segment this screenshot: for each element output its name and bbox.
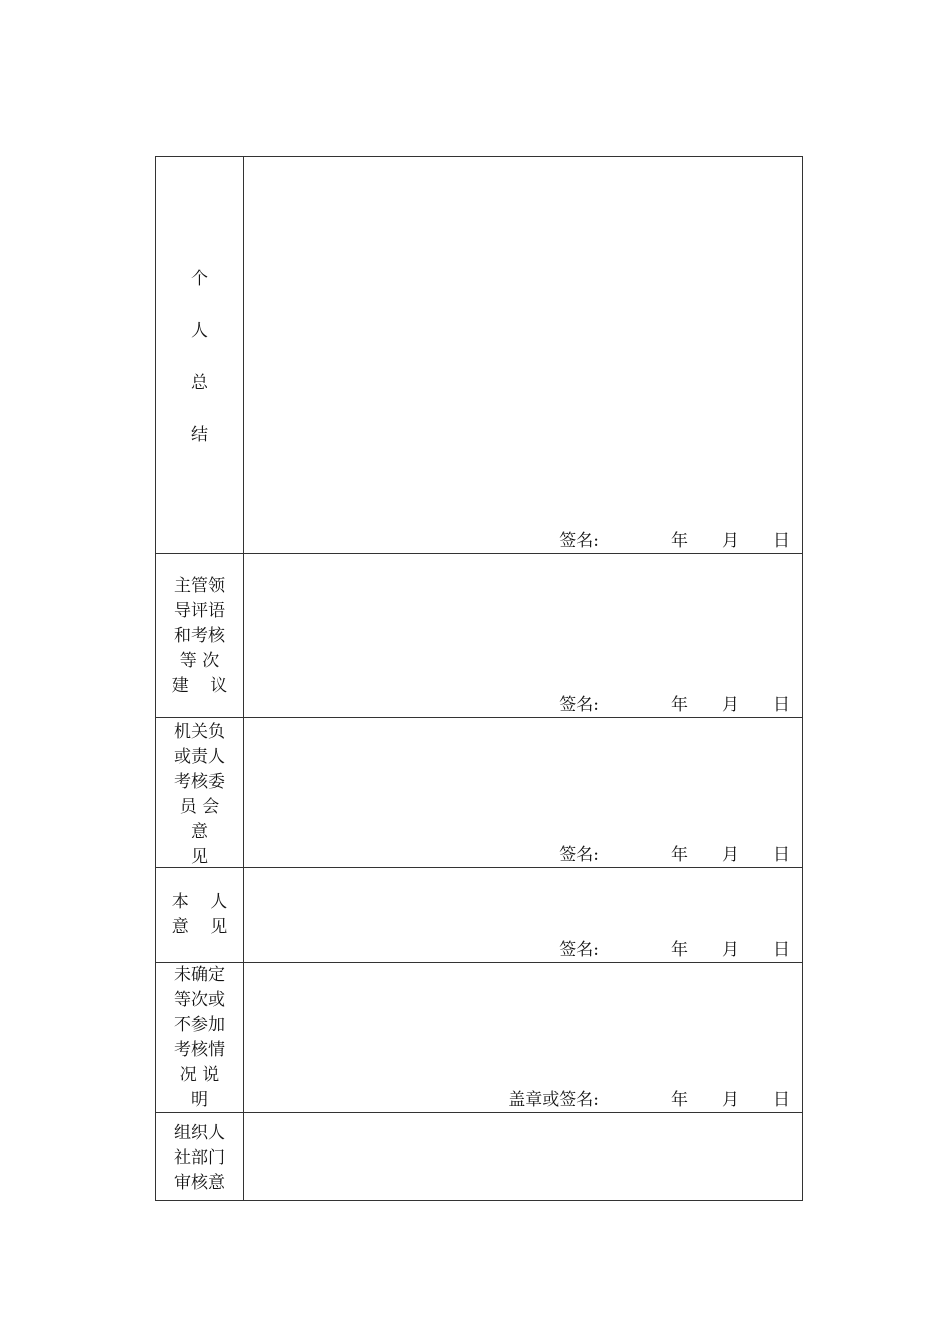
date-day: 日 — [773, 940, 790, 960]
date-month: 月 — [722, 1090, 739, 1110]
label-line: 员 会 — [179, 797, 220, 817]
content-agency-head-opinion[interactable] — [244, 718, 802, 867]
signature-date-line — [559, 935, 790, 960]
content-supervisor-comment[interactable] — [244, 554, 802, 717]
date-month: 月 — [722, 940, 739, 960]
label-line: 或责人 — [174, 747, 225, 767]
row-hr-review — [156, 1112, 802, 1200]
label-line: 个 — [191, 269, 208, 289]
row-personal-summary — [156, 157, 802, 553]
date-day: 日 — [773, 695, 790, 715]
signature-date-line — [559, 526, 790, 551]
label-line: 本 人 — [171, 892, 228, 912]
label-line: 审核意 — [174, 1173, 225, 1193]
label-self-opinion — [156, 868, 244, 962]
signature-label: 签名: — [559, 695, 599, 715]
row-agency-head-opinion — [156, 717, 802, 867]
label-line: 建 议 — [171, 676, 228, 696]
label-line: 组织人 — [174, 1123, 225, 1143]
signature-date-line — [508, 1085, 790, 1110]
label-hr-review — [156, 1113, 244, 1200]
signature-date-line — [559, 840, 790, 865]
label-line: 结 — [191, 425, 208, 445]
label-line: 考核情 — [174, 1040, 225, 1060]
row-supervisor-comment — [156, 553, 802, 717]
label-line: 机关负 — [174, 722, 225, 742]
label-line: 意 见 — [171, 917, 228, 937]
row-self-opinion — [156, 867, 802, 962]
content-self-opinion[interactable] — [244, 868, 802, 962]
label-line: 未确定 — [174, 965, 225, 985]
date-year: 年 — [671, 1090, 688, 1110]
label-line: 明 — [191, 1090, 208, 1110]
signature-label: 签名: — [559, 940, 599, 960]
label-line: 和考核 — [174, 626, 225, 646]
date-month: 月 — [722, 531, 739, 551]
date-year: 年 — [671, 695, 688, 715]
date-day: 日 — [773, 845, 790, 865]
signature-label: 签名: — [559, 531, 599, 551]
label-line: 考核委 — [174, 772, 225, 792]
label-personal-summary — [156, 157, 244, 553]
label-line: 等 次 — [179, 651, 220, 671]
content-hr-review[interactable] — [244, 1113, 802, 1200]
label-line: 意 — [191, 822, 208, 842]
label-line: 社部门 — [174, 1148, 225, 1168]
content-undetermined-grade-note[interactable] — [244, 963, 802, 1112]
date-month: 月 — [722, 845, 739, 865]
label-line: 人 — [191, 321, 208, 341]
label-line: 总 — [191, 373, 208, 393]
label-line: 主管领 — [174, 576, 225, 596]
label-line: 况 说 — [179, 1065, 220, 1085]
appraisal-form-table — [155, 156, 803, 1201]
signature-label: 盖章或签名: — [508, 1090, 599, 1110]
date-day: 日 — [773, 1090, 790, 1110]
label-line: 导评语 — [174, 601, 225, 621]
label-line: 见 — [191, 847, 208, 867]
row-undetermined-grade-note — [156, 962, 802, 1112]
date-year: 年 — [671, 940, 688, 960]
label-agency-head-opinion — [156, 718, 244, 867]
date-month: 月 — [722, 695, 739, 715]
label-undetermined-grade-note — [156, 963, 244, 1112]
date-year: 年 — [671, 531, 688, 551]
date-day: 日 — [773, 531, 790, 551]
signature-date-line — [559, 690, 790, 715]
label-supervisor-comment — [156, 554, 244, 717]
label-line: 等次或 — [174, 990, 225, 1010]
date-year: 年 — [671, 845, 688, 865]
label-line: 不参加 — [174, 1015, 225, 1035]
content-personal-summary[interactable] — [244, 157, 802, 553]
signature-label: 签名: — [559, 845, 599, 865]
